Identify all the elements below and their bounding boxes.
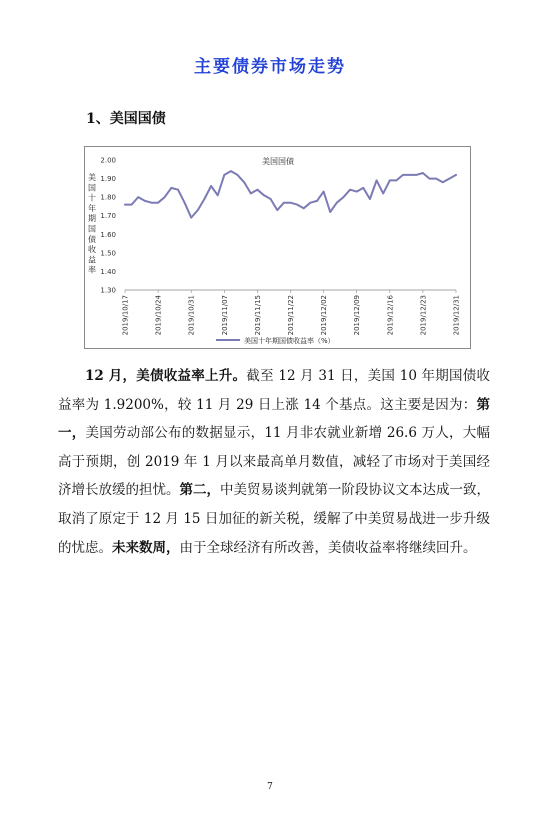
data-point [263,194,265,196]
chart-container [84,146,471,349]
y-axis-label-char: 债 [88,234,96,244]
y-axis-label-char: 国 [88,183,96,193]
point-marker: 第二， [179,482,220,499]
data-point [323,191,325,193]
text-segment: 截至 12 月 31 日，美国 10 年期国债收益率为 1.9200%，较 11 月 29 日上涨 14 个基点。这主要是因为： [58,368,490,413]
y-tick-label: 1.90 [100,175,116,184]
point-marker: 第一， [58,396,490,442]
analysis-text [58,362,490,562]
data-point [449,178,451,180]
data-point [376,180,378,182]
x-tick-label: 2019/12/23 [419,295,428,336]
x-tick-label: 2019/12/16 [386,295,395,336]
data-point [283,202,285,204]
data-point [356,191,358,193]
data-point [177,189,179,191]
data-point [164,196,166,198]
text-segment: 中美贸易谈判就第一阶段协议文本达成一致，取消了原定于 12 月 15 日加征的新关税，缓解了中美贸易战进一步升级的忧虑。 [58,482,490,556]
y-axis-label-char: 收 [88,245,96,255]
y-tick-label: 1.80 [100,193,116,202]
data-point [303,207,305,209]
y-tick-label: 1.50 [100,249,116,258]
yield-line-chart [85,147,472,350]
data-point [442,181,444,183]
data-point [237,174,239,176]
data-point [362,187,364,189]
data-point [316,200,318,202]
y-axis-label [88,172,96,275]
y-tick-label: 1.70 [100,212,116,221]
data-point [151,202,153,204]
chart-title: 美国国债 [262,157,294,166]
data-point [157,202,159,204]
data-point [409,174,411,176]
y-axis-label-char: 期 [88,214,96,224]
y-tick-label: 1.40 [100,267,116,276]
data-point [382,193,384,195]
x-tick-label: 2019/10/17 [121,295,130,336]
data-point [336,202,338,204]
x-tick-label: 2019/12/09 [353,295,362,336]
data-point [329,211,331,213]
data-point [250,193,252,195]
data-point [230,170,232,172]
y-tick-label: 1.60 [100,230,116,239]
y-axis-label-char: 美 [88,173,96,182]
data-point [343,196,345,198]
data-point [217,194,219,196]
x-axis-ticks [122,290,461,335]
x-tick-label: 2019/11/07 [220,295,229,336]
series-points [124,170,457,218]
data-point [243,181,245,183]
data-point [204,198,206,200]
data-point [296,204,298,206]
series-line [125,171,456,218]
y-axis-label-char: 益 [88,255,96,265]
y-axis-label-char: 十 [88,193,96,203]
data-point [190,217,192,219]
lead-sentence: 12 月，美债收益率上升。 [85,368,247,384]
data-point [144,200,146,202]
data-point [429,178,431,180]
data-point [290,202,292,204]
data-point [131,204,133,206]
y-axis-label-char: 年 [88,203,96,213]
analysis-paragraph [58,362,490,562]
page-title: 主要债券市场走势 [194,57,346,77]
section-heading: 1、美国国债 [86,111,166,127]
data-point [137,196,139,198]
data-point [170,187,172,189]
data-point [349,189,351,191]
data-point [455,174,457,176]
x-tick-label: 2019/11/15 [253,295,262,336]
point-marker: 未来数周， [112,539,180,556]
text-segment: 美国劳动部公布的数据显示，11 月非农就业新增 26.6 万人，大幅高于预期，创 2019 年 1 月以来最高单月数值，减轻了市场对于美国经济增长放缓的担忧。 [58,425,490,499]
x-tick-label: 2019/12/02 [320,295,329,336]
data-point [422,172,424,174]
data-point [257,189,259,191]
y-tick-label: 1.30 [100,286,116,295]
data-point [223,174,225,176]
y-tick-label: 2.00 [100,156,116,165]
legend-label: 美国十年期国债收益率（%） [244,337,335,345]
data-point [310,202,312,204]
data-point [184,202,186,204]
y-axis-label-char: 率 [88,265,96,275]
data-point [396,180,398,182]
data-point [276,209,278,211]
data-point [369,198,371,200]
data-point [124,204,126,206]
page-number: 7 [267,782,273,792]
data-point [270,198,272,200]
x-tick-label: 2019/12/31 [452,295,461,336]
data-point [389,180,391,182]
x-tick-label: 2019/11/22 [287,295,295,336]
x-tick-label: 2019/10/31 [187,295,196,336]
data-point [402,174,404,176]
data-point [197,209,199,211]
data-point [435,178,437,180]
y-axis-ticks [100,157,116,295]
data-point [415,174,417,176]
x-tick-label: 2019/10/24 [154,295,163,336]
y-axis-label-char: 国 [88,224,96,234]
text-segment: 由于全球经济有所改善，美债收益率将继续回升。 [179,539,477,556]
data-point [210,185,212,187]
